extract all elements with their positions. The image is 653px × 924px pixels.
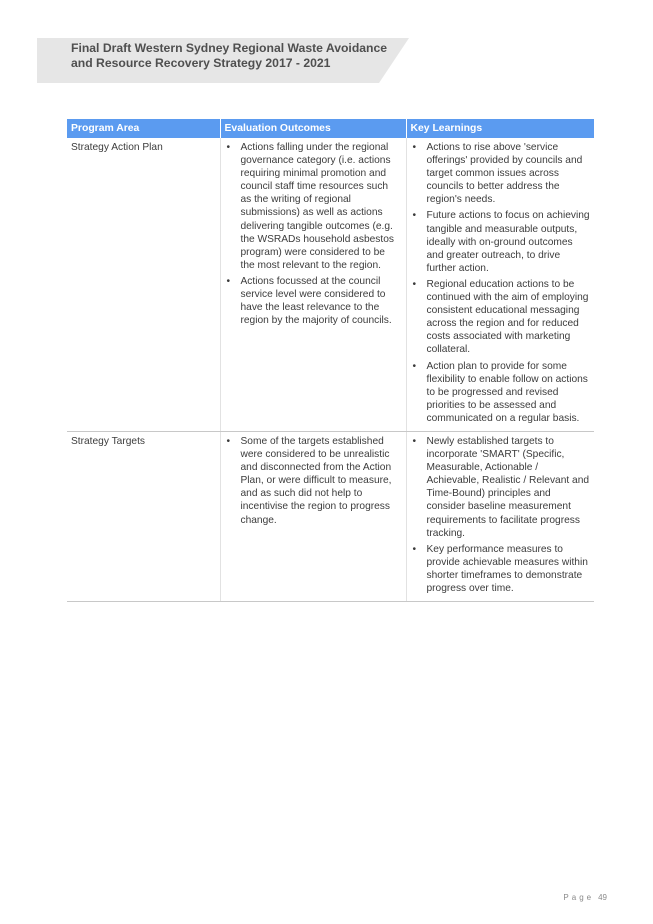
learnings-list [411, 141, 591, 425]
key-learnings-cell [406, 431, 594, 601]
list-item: • Future actions to focus on achieving tangible and measurable outputs, ideally with on-ground outcomes and greater outreach, to drive further action. [411, 209, 591, 274]
list-item: • Key performance measures to provide achievable measures within shorter timeframes to demonstrate progress over time. [411, 543, 591, 595]
evaluation-outcomes-cell [220, 431, 406, 601]
page-footer [563, 893, 607, 902]
table-row [67, 431, 594, 601]
outcomes-list [225, 435, 402, 527]
table-header-row [67, 119, 594, 138]
list-item: • Regional education actions to be continued with the aim of employing consistent educational messaging across the region and for reduced costs associated with marketing collateral. [411, 278, 591, 357]
program-area-cell: Strategy Action Plan [67, 138, 220, 431]
list-item: • Actions to rise above 'service offerings' provided by councils and target common issues across councils to better address the region's needs. [411, 141, 591, 206]
outcomes-list [225, 141, 402, 327]
page-label: Page [563, 893, 595, 902]
list-item: • Action plan to provide for some flexibility to enable follow on actions to be progressed and revised priorities to be assessed and communicated on a regular basis. [411, 360, 591, 425]
column-header-evaluation-outcomes: Evaluation Outcomes [220, 119, 406, 138]
program-area-cell: Strategy Targets [67, 431, 220, 601]
column-header-program-area: Program Area [67, 119, 220, 138]
list-item: • Actions falling under the regional governance category (i.e. actions requiring minimal promotion and council staff time resources such as the writing of regional submissions) as well as actions delivering tangible outcomes (e.g. the WSRADs household asbestos program) were considered to be the most relevant to the region. [225, 141, 402, 272]
page-number: 49 [598, 893, 607, 902]
key-learnings-cell [406, 138, 594, 431]
evaluation-table [67, 119, 594, 602]
evaluation-outcomes-cell [220, 138, 406, 431]
list-item: • Newly established targets to incorporate 'SMART' (Specific, Measurable, Actionable / Achievable, Realistic / Relevant and Time-Bound) principles and consider baseline measurement requirements to facilitate progress tracking. [411, 435, 591, 540]
list-item: • Some of the targets established were considered to be unrealistic and disconnected from the Action Plan, or were difficult to measure, and as such did not help to incentivise the region to progress change. [225, 435, 402, 527]
column-header-key-learnings: Key Learnings [406, 119, 594, 138]
document-title: Final Draft Western Sydney Regional Waste Avoidance and Resource Recovery Strategy 2017 - 2021 [71, 41, 388, 70]
table-row [67, 138, 594, 431]
learnings-list [411, 435, 591, 595]
list-item: • Actions focussed at the council service level were considered to have the least relevance to the region by the majority of councils. [225, 275, 402, 327]
